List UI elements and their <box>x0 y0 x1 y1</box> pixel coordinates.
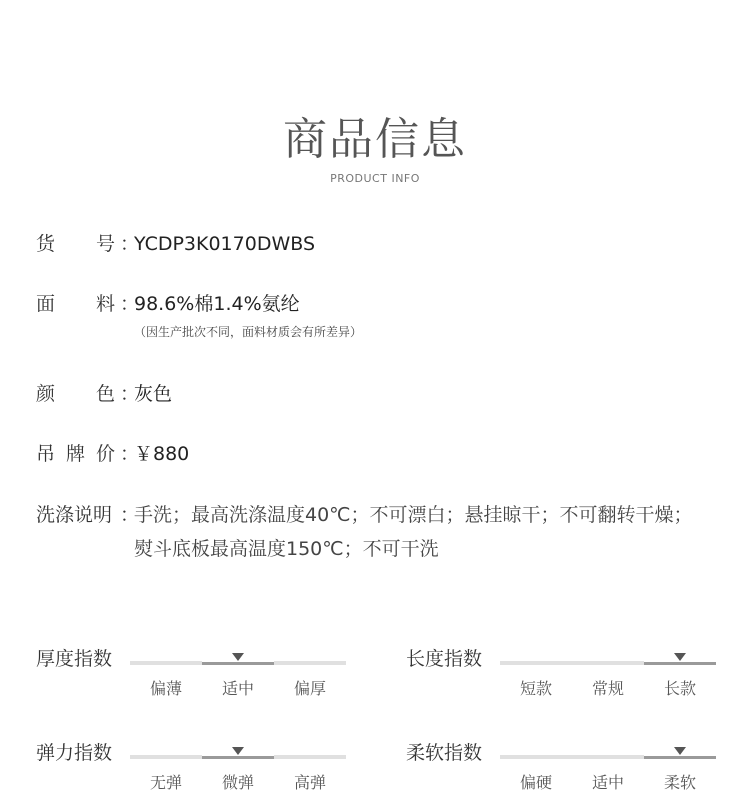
wash-line-1: 手洗；最高洗涤温度40℃；不可漂白；悬挂晾干；不可翻转干燥； <box>134 504 693 526</box>
meter-segment <box>274 755 346 759</box>
meter-option: 无弹 <box>149 773 182 792</box>
meter-label: 厚度指数 <box>36 648 113 670</box>
page-subtitle: PRODUCT INFO <box>330 172 420 185</box>
meter-track <box>500 755 716 759</box>
page-title: 商品信息 <box>283 114 467 165</box>
label-char: 号 <box>96 233 116 255</box>
indicator-arrow-icon <box>674 653 686 661</box>
meter-segment <box>202 662 274 665</box>
meter-track <box>130 661 346 665</box>
meter-segment <box>130 661 202 665</box>
label-char: 色 <box>96 383 116 405</box>
meter-track <box>130 755 346 759</box>
meter-label: 柔软指数 <box>406 742 483 764</box>
colon: ： <box>120 293 140 315</box>
meter-option: 高弹 <box>293 773 326 792</box>
meter-option: 偏硬 <box>519 773 552 792</box>
meter-option: 适中 <box>221 679 254 698</box>
meter-track <box>500 661 716 665</box>
label-char: 价 <box>96 443 116 465</box>
meter-label: 长度指数 <box>406 648 483 670</box>
meter-option: 柔软 <box>663 773 696 792</box>
meter-option: 微弹 <box>221 773 254 792</box>
meter-option: 长款 <box>663 679 696 698</box>
meter-segment <box>572 661 644 665</box>
meter-option: 短款 <box>519 679 552 698</box>
indicator-arrow-icon <box>232 747 244 755</box>
colon: ： <box>120 233 140 255</box>
colon: ： <box>120 504 140 526</box>
label-char: 吊 <box>36 443 56 465</box>
fabric-note: （因生产批次不同，面料材质会有所差异） <box>134 325 363 339</box>
colon: ： <box>120 443 140 465</box>
meter-segment <box>644 756 716 759</box>
meter-segment <box>644 662 716 665</box>
wash-line-2: 熨斗底板最高温度150℃；不可干洗 <box>134 538 439 560</box>
meter-segment <box>500 661 572 665</box>
fabric-value: 98.6%棉1.4%氨纶 <box>134 293 300 315</box>
meter-segment <box>202 756 274 759</box>
indicator-arrow-icon <box>232 653 244 661</box>
meter-option: 适中 <box>591 773 624 792</box>
item-number-value: YCDP3K0170DWBS <box>134 233 316 255</box>
meter-segment <box>130 755 202 759</box>
meter-option: 偏厚 <box>293 679 326 698</box>
label-char: 颜 <box>36 383 56 405</box>
meter-label: 弹力指数 <box>36 742 113 764</box>
label-char: 面 <box>36 293 56 315</box>
meter-segment <box>572 755 644 759</box>
label-char: 货 <box>36 233 56 255</box>
label-char: 牌 <box>66 443 86 465</box>
meter-segment <box>274 661 346 665</box>
wash-label: 洗涤说明 <box>36 504 113 526</box>
indicator-arrow-icon <box>674 747 686 755</box>
meter-segment <box>500 755 572 759</box>
color-value: 灰色 <box>134 383 173 405</box>
colon: ： <box>120 383 140 405</box>
price-value: ￥880 <box>134 443 190 465</box>
meter-option: 常规 <box>591 679 624 698</box>
label-char: 料 <box>96 293 116 315</box>
meter-option: 偏薄 <box>149 679 182 698</box>
